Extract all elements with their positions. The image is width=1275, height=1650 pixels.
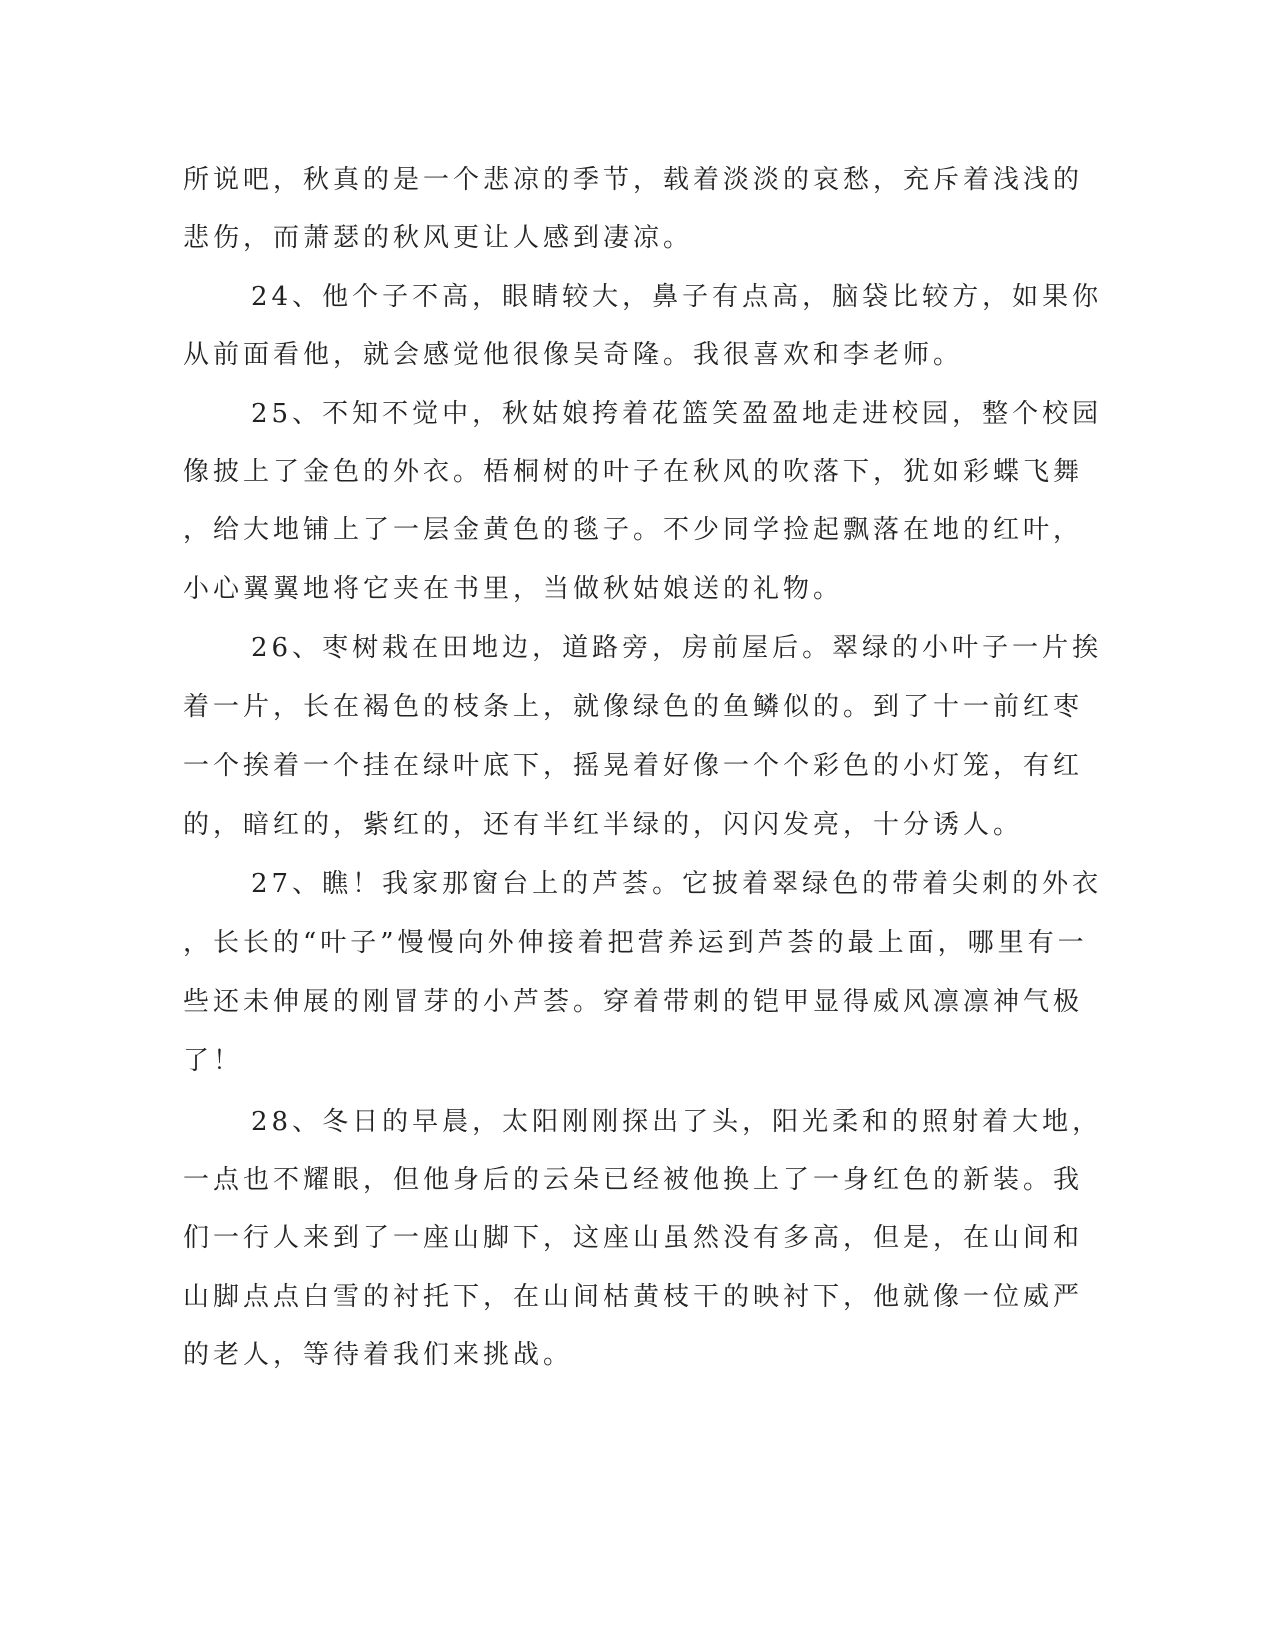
paragraph-28-first-line: 28、冬日的早晨，太阳刚刚探出了头，阳光柔和的照射着大地， xyxy=(251,1107,1103,1137)
text-line: 小心翼翼地将它夹在书里，当做秋姑娘送的礼物。 xyxy=(183,574,844,604)
paragraph-25-first-line: 25、不知不觉中，秋姑娘挎着花篮笑盈盈地走进校园，整个校园 xyxy=(251,399,1103,429)
paragraph-27-first-line: 27、瞧！我家那窗台上的芦荟。它披着翠绿色的带着尖刺的外衣 xyxy=(251,869,1103,899)
text-line: ，长长的“叶子”慢慢向外伸接着把营养运到芦荟的最上面，哪里有一 xyxy=(183,928,1088,958)
text-line: 些还未伸展的刚冒芽的小芦荟。穿着带刺的铠甲显得威风凛凛神气极 xyxy=(183,987,1084,1017)
text-line: 的，暗红的，紫红的，还有半红半绿的，闪闪发亮，十分诱人。 xyxy=(183,810,1024,840)
text-line: 着一片，长在褐色的枝条上，就像绿色的鱼鳞似的。到了十一前红枣 xyxy=(183,692,1084,722)
text-line: 了！ xyxy=(183,1046,244,1076)
text-line: 山脚点点白雪的衬托下，在山间枯黄枝干的映衬下，他就像一位威严 xyxy=(183,1282,1084,1312)
paragraph-26-first-line: 26、枣树栽在田地边，道路旁，房前屋后。翠绿的小叶子一片挨 xyxy=(251,633,1103,663)
text-line: 像披上了金色的外衣。梧桐树的叶子在秋风的吹落下，犹如彩蝶飞舞 xyxy=(183,457,1084,487)
text-line: 的老人，等待着我们来挑战。 xyxy=(183,1340,574,1370)
text-line: 一点也不耀眼，但他身后的云朵已经被他换上了一身红色的新装。我 xyxy=(183,1165,1084,1195)
text-line: 们一行人来到了一座山脚下，这座山虽然没有多高，但是，在山间和 xyxy=(183,1223,1084,1253)
text-line: 悲伤，而萧瑟的秋风更让人感到凄凉。 xyxy=(183,223,694,253)
text-line: 所说吧，秋真的是一个悲凉的季节，载着淡淡的哀愁，充斥着浅浅的 xyxy=(183,165,1084,195)
text-line: 一个挨着一个挂在绿叶底下，摇晃着好像一个个彩色的小灯笼，有红 xyxy=(183,751,1084,781)
text-line: 从前面看他，就会感觉他很像吴奇隆。我很喜欢和李老师。 xyxy=(183,340,964,370)
paragraph-24-first-line: 24、他个子不高，眼睛较大，鼻子有点高，脑袋比较方，如果你 xyxy=(251,282,1103,312)
text-line: ，给大地铺上了一层金黄色的毯子。不少同学捡起飘落在地的红叶， xyxy=(183,515,1084,545)
